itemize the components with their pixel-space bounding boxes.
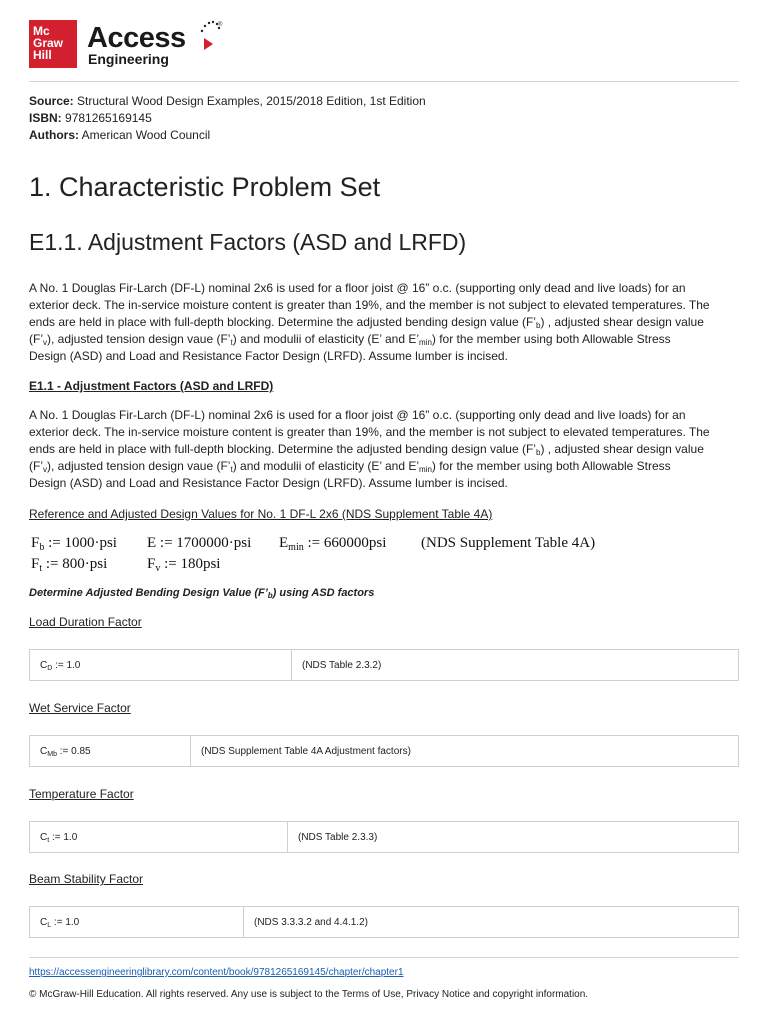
site-header: [29, 20, 739, 70]
subscript: b: [267, 591, 273, 600]
isbn-line: [29, 110, 426, 127]
factor-expression: [40, 917, 79, 928]
chapter-url-link[interactable]: https://accessengineeringlibrary.com/content/book/9781265169145/chapter/chapter1: [29, 967, 404, 978]
text-run: ), adjusted tension design vaue (F’: [47, 459, 231, 473]
isbn-value: 9781265169145: [65, 111, 152, 125]
logo-line-1: Mc: [33, 24, 50, 38]
factor-reference: (NDS Supplement Table 4A Adjustment factors): [201, 746, 411, 757]
source-value: Structural Wood Design Examples, 2015/2018 Edition, 1st Edition: [77, 94, 426, 108]
text-run: (F’: [29, 332, 43, 346]
symbol: F: [147, 556, 156, 572]
subscript: min: [419, 465, 432, 474]
reference-values-heading: Reference and Adjusted Design Values for No. 1 DF-L 2x6 (NDS Supplement Table 4A): [29, 507, 493, 521]
subscript: min: [419, 338, 432, 347]
text-run: ) and modulii of elasticity (E’ and E’: [232, 332, 419, 346]
text-run: ) for the member using both Allowable Stress: [431, 332, 671, 346]
cell-divider: [243, 907, 244, 937]
problem-line: exterior deck. The in-service moisture content is greater than 19%, and the member is not subject to elevated temperatures. The: [29, 425, 710, 439]
value: := 660000psi: [303, 535, 387, 551]
value: := 1.0: [49, 832, 78, 843]
symbol: C: [40, 832, 48, 843]
subscript: t: [230, 465, 233, 474]
problem-line: [29, 441, 741, 458]
book-metadata: [29, 93, 426, 144]
text-run: (F’: [29, 459, 43, 473]
section-title: E1.1. Adjustment Factors (ASD and LRFD): [29, 229, 467, 255]
text-run: ) using ASD factors: [272, 587, 375, 599]
value: := 800·psi: [42, 556, 108, 572]
example-heading: E1.1 - Adjustment Factors (ASD and LRFD): [29, 379, 274, 393]
subscript: v: [43, 465, 47, 474]
subscript: min: [288, 542, 304, 553]
symbol: C: [40, 746, 48, 757]
subscript: t: [39, 563, 43, 574]
subscript: b: [535, 321, 541, 330]
problem-line: [29, 331, 741, 348]
subscript: t: [47, 837, 50, 844]
problem-statement: [29, 280, 741, 365]
problem-line: [29, 314, 741, 331]
logo-engineering-text: Engineering: [88, 51, 169, 67]
authors-value: American Wood Council: [81, 128, 211, 142]
cell-divider: [291, 650, 292, 680]
problem-line: A No. 1 Douglas Fir-Larch (DF-L) nominal 2x6 is used for a floor joist @ 16” o.c. (supporting only dead and live loads) for an: [29, 408, 686, 422]
logo-line-2: Graw: [33, 36, 64, 50]
isbn-label: ISBN:: [29, 111, 62, 125]
symbol: C: [40, 660, 48, 671]
value: := 1.0: [51, 917, 80, 928]
load-duration-table: [29, 649, 739, 681]
symbol: E: [279, 535, 289, 551]
cell-divider: [287, 822, 288, 852]
fb-equation: [31, 533, 117, 553]
beam-stability-table: [29, 906, 739, 938]
ft-equation: [31, 554, 107, 574]
access-engineering-logo[interactable]: [87, 22, 223, 67]
e-equation: E := 1700000·psi: [147, 535, 252, 551]
factor-reference: (NDS Table 2.3.2): [302, 660, 382, 671]
problem-statement-repeat: [29, 407, 741, 492]
problem-line: Design (ASD) and Load and Resistance Factor Design (LRFD). Assume lumber is incised.: [29, 349, 508, 363]
symbol: C: [40, 917, 48, 928]
text-run: ) , adjusted shear design value: [540, 442, 704, 456]
logo-arrow-icon: [204, 38, 213, 50]
subscript: b: [535, 448, 541, 457]
asd-heading: [29, 585, 374, 601]
source-label: Source:: [29, 94, 74, 108]
symbol: F: [31, 535, 40, 551]
subscript: v: [155, 563, 161, 574]
value: := 0.85: [56, 746, 91, 757]
factor-reference: (NDS 3.3.3.2 and 4.4.1.2): [254, 917, 368, 928]
copyright-notice: © McGraw-Hill Education. All rights reserved. Any use is subject to the Terms of Use, Privacy Notice and copyright information.: [29, 989, 589, 1000]
subscript: Mb: [47, 751, 57, 758]
text-run: ), adjusted tension design vaue (F’: [47, 332, 231, 346]
subscript: t: [230, 338, 233, 347]
logo-line-3: Hill: [33, 48, 52, 62]
text-run: ) , adjusted shear design value: [540, 315, 704, 329]
subscript: D: [47, 665, 53, 672]
problem-line: [29, 458, 741, 475]
authors-line: [29, 127, 426, 144]
emin-equation: [279, 533, 386, 553]
wet-service-table: [29, 735, 739, 767]
temperature-heading: Temperature Factor: [29, 787, 134, 801]
factor-expression: [40, 832, 77, 843]
nds-reference: (NDS Supplement Table 4A): [421, 535, 596, 551]
text-run: ends are held in place with full-depth blocking. Determine the adjusted bending design value (F’: [29, 315, 536, 329]
subscript: L: [47, 922, 52, 929]
value: := 180psi: [160, 556, 221, 572]
header-divider: [29, 81, 739, 82]
value: := 1000·psi: [44, 535, 117, 551]
source-line: [29, 93, 426, 110]
logo-access-text: Access: [87, 22, 186, 54]
symbol: F: [31, 556, 40, 572]
registered-mark: ®: [218, 22, 223, 28]
factor-expression: [40, 660, 80, 671]
subscript: v: [43, 338, 47, 347]
problem-line: exterior deck. The in-service moisture content is greater than 19%, and the member is not subject to elevated temperatures. The: [29, 298, 710, 312]
mcgraw-hill-logo[interactable]: [29, 20, 77, 68]
text-run: ends are held in place with full-depth blocking. Determine the adjusted bending design value (F’: [29, 442, 536, 456]
cell-divider: [190, 736, 191, 766]
load-duration-heading: Load Duration Factor: [29, 615, 142, 629]
subscript: b: [39, 542, 45, 553]
fv-equation: [147, 554, 220, 574]
text-run: ) and modulii of elasticity (E’ and E’: [232, 459, 419, 473]
factor-reference: (NDS Table 2.3.3): [298, 832, 378, 843]
chapter-title: 1. Characteristic Problem Set: [29, 172, 381, 202]
temperature-table: [29, 821, 739, 853]
problem-line: Design (ASD) and Load and Resistance Factor Design (LRFD). Assume lumber is incised.: [29, 476, 508, 490]
footer-divider: [29, 957, 739, 958]
factor-expression: [40, 746, 91, 757]
wet-service-heading: Wet Service Factor: [29, 701, 131, 715]
text-run: ) for the member using both Allowable Stress: [431, 459, 671, 473]
text-run: Determine Adjusted Bending Design Value (F’: [29, 587, 268, 599]
authors-label: Authors:: [29, 128, 79, 142]
design-values-equations: [29, 533, 729, 577]
problem-line: A No. 1 Douglas Fir-Larch (DF-L) nominal 2x6 is used for a floor joist @ 16” o.c. (supporting only dead and live loads) for an: [29, 281, 686, 295]
value: := 1.0: [52, 660, 81, 671]
beam-stability-heading: Beam Stability Factor: [29, 872, 144, 886]
